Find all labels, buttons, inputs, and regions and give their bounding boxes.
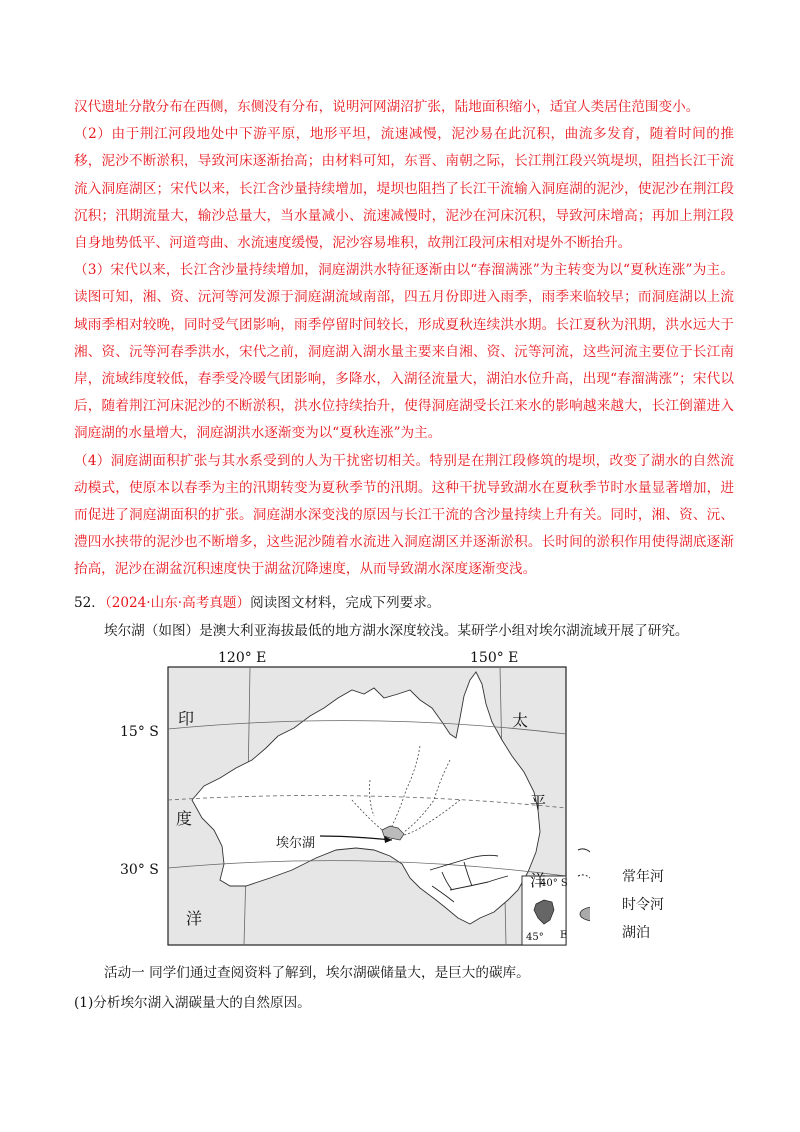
lat-30-label: 30° S [120, 862, 159, 878]
ocean-west-char-2: 度 [176, 809, 193, 828]
question-intro: 埃尔湖（如图）是澳大利亚海拔最低的地方湖水深度较浅。某研学小组对埃尔湖流域开展了研究。 [104, 623, 689, 639]
ocean-west-char-3: 洋 [186, 909, 203, 928]
question-header [74, 590, 734, 616]
inset-lat-45-label: 45° [526, 932, 544, 943]
inset-lat-40-label: 40° S [540, 878, 568, 889]
question-source: （2024·山东·高考真题） [104, 595, 251, 611]
australia-map [120, 650, 590, 950]
legend-perennial-label: 常年河 [622, 869, 664, 885]
legend-seasonal-symbol [578, 874, 590, 888]
lat-15-label: 15° S [120, 724, 159, 740]
activity-one: 活动一 同学们通过查阅资料了解到，埃尔湖碳储量大，是巨大的碳库。 [104, 965, 530, 981]
answer-part-4: （4）洞庭湖面积扩张与其水系受到的人为干扰密切相关。特别是在荆江段修筑的堤坝，改变了湖水的自然流动模式，使原本以春季为主的汛期转变为夏秋季节的汛期。这种干扰导致湖水在夏秋季节时水量显著增加，进而促进了洞庭湖面积的扩张。洞庭湖水深变浅的原因与长江干流的含沙量持续上升有关。同时，湘、资、沅、澧四水挟带的泥沙也不断增多，这些泥沙随着水流进入洞庭湖区并逐渐淤积。长时间的淤积作用使得湖底逐渐抬高，泥沙在湖盆沉积速度快于湖盆沉降速度，从而导致湖水深度逐渐变浅。 [74, 452, 734, 578]
answer-part-2: （2）由于荆江河段地处中下游平原，地形平坦，流速减慢，泥沙易在此沉积，曲流多发育，随着时间的推移，泥沙不断淤积，导致河床逐渐抬高；由材料可知，东晋、南朝之际，长江荆江段兴筑堤坝，阻挡长江干流流入洞庭湖区；宋代以来，长江含沙量持续增加，堤坝也阻挡了长江干流输入洞庭湖的泥沙，使泥沙在荆江段沉积；汛期流量大，输沙总量大，当水量减小、流速减慢时，泥沙在河床沉积，导致河床增高；再加上荆江段自身地势低平、河道弯曲、水流速度缓慢，泥沙容易堆积，故荆江段河床相对堤外不断抬升。 [74, 126, 734, 252]
lon-150-label: 150° E [470, 650, 519, 666]
answer-part-3: （3）宋代以来，长江含沙量持续增加，洞庭湖洪水特征逐渐由以“春溜满涨”为主转变为以“夏秋连涨”为主。读图可知，湘、资、沅河等河发源于洞庭湖流域南部，四五月份即进入雨季，雨季来临较早；而洞庭湖以上流域雨季相对较晚，同时受气团影响，雨季停留时间较长，形成夏秋连续洪水期。长江夏秋为汛期，洪水远大于湘、资、沅等河春季洪水，宋代之前，洞庭湖入湖水量主要来自湘、资、沅等河流，这些河流主要位于长江南岸，流域纬度较低，春季受冷暖气团影响，多降水，入湖径流量大，湖泊水位升高，出现“春溜满涨”；宋代以后，随着荆江河床泥沙的不断淤积，洪水位持续抬升，使得洞庭湖受长江来水的影响越来越大，长江倒灌进入洞庭湖的水量增大，洞庭湖洪水逐渐变为以“夏秋连涨”为主。 [74, 262, 734, 442]
ocean-east-char-2: 平 [530, 793, 547, 812]
answer-text [74, 94, 734, 584]
sub-question-1: (1)分析埃尔湖入湖碳量大的自然原因。 [74, 995, 311, 1011]
ocean-west-char-1: 印 [178, 709, 195, 728]
ocean-east-char-3: 洋 [530, 871, 547, 890]
legend-perennial-symbol [578, 846, 590, 862]
inset-e-label: E [560, 930, 568, 941]
ocean-east-char-1: 太 [512, 711, 529, 730]
legend-lake-symbol [580, 907, 590, 921]
question-prompt: 阅读图文材料，完成下列要求。 [250, 595, 441, 611]
lon-120-label: 120° E [218, 650, 267, 666]
question-number: 52． [74, 595, 105, 611]
answer-line-1: 汉代遗址分散分布在西侧，东侧没有分布，说明河网湖沼扩张，陆地面积缩小，适宜人类居住范围变小。 [74, 99, 700, 115]
legend-lake-label: 湖泊 [622, 925, 650, 941]
legend-seasonal-label: 时令河 [622, 897, 664, 913]
lake-eyre-label: 埃尔湖 [276, 836, 316, 851]
map-graphic [120, 650, 590, 950]
